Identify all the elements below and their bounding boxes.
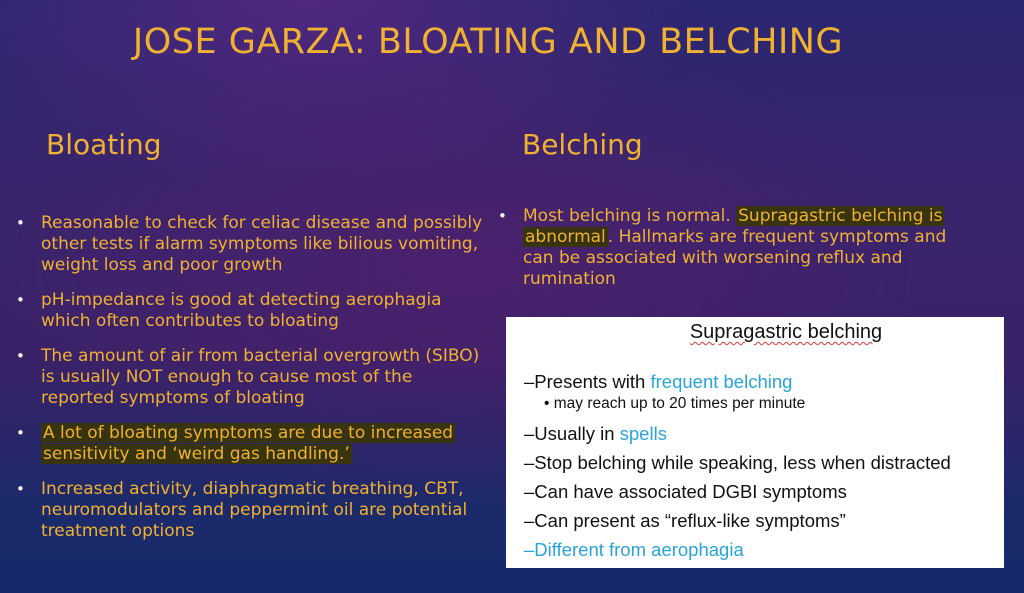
panel-line-dgbi: –Can have associated DGBI symptoms (524, 481, 847, 502)
blue-text: frequent belching (650, 371, 793, 392)
panel-line-presents (524, 367, 951, 396)
bloating-heading: Bloating (46, 128, 162, 161)
list-item (15, 213, 485, 276)
blue-text: spells (619, 423, 667, 444)
panel-line-text: –Usually in (524, 423, 620, 444)
slide-title: JOSE GARZA: BLOATING AND BELCHING (132, 22, 844, 62)
belching-heading: Belching (522, 128, 643, 161)
panel-line-spells (524, 419, 951, 448)
list-item (15, 479, 485, 542)
bullet-icon: • (16, 214, 25, 232)
list-item (15, 290, 485, 332)
bloating-bullet-list (15, 213, 485, 556)
bullet-icon: • (16, 347, 25, 365)
bullet-icon: • (16, 424, 25, 442)
list-item (497, 206, 967, 290)
panel-line-aerophagia: –Different from aerophagia (524, 539, 744, 560)
panel-line-reflux: –Can present as “reflux-like symptoms” (524, 510, 846, 531)
bullet-text-part2: . Hallmarks are frequent symptoms and can be associated with worsening reflux and rumination (523, 227, 947, 289)
panel-title (506, 321, 1024, 344)
bullet-text: The amount of air from bacterial overgrowth (SIBO) is usually NOT enough to cause most of the reported symptoms of bloating (41, 346, 480, 408)
list-item (15, 423, 485, 465)
highlighted-text: Supragastric belching is abnormal (525, 206, 943, 247)
bullet-text: Increased activity, diaphragmatic breathing, CBT, neuromodulators and peppermint oil are potential treatment options (41, 479, 468, 541)
bullet-text: pH-impedance is good at detecting aerophagia which often contributes to bloating (41, 290, 442, 331)
list-item (15, 346, 485, 409)
panel-lines (524, 367, 951, 564)
bullet-icon: • (498, 207, 507, 225)
bullet-text: Reasonable to check for celiac disease and possibly other tests if alarm symptoms like bilious vomiting, weight loss and poor growth (41, 213, 483, 275)
supragastric-belching-panel (506, 317, 1004, 568)
panel-title-text: Supragastric belching (689, 321, 883, 343)
belching-bullet-list (497, 206, 967, 290)
bullet-icon: • (16, 480, 25, 498)
bullet-text-part1: Most belching is normal. (523, 206, 737, 226)
panel-sub-line: • may reach up to 20 times per minute (544, 395, 806, 412)
panel-line-text: –Presents with (524, 371, 651, 392)
bullet-icon: • (16, 291, 25, 309)
highlighted-bullet-text: A lot of bloating symptoms are due to increased sensitivity and ‘weird gas handling.’ (43, 423, 454, 464)
panel-line-stop: –Stop belching while speaking, less when distracted (524, 452, 951, 473)
